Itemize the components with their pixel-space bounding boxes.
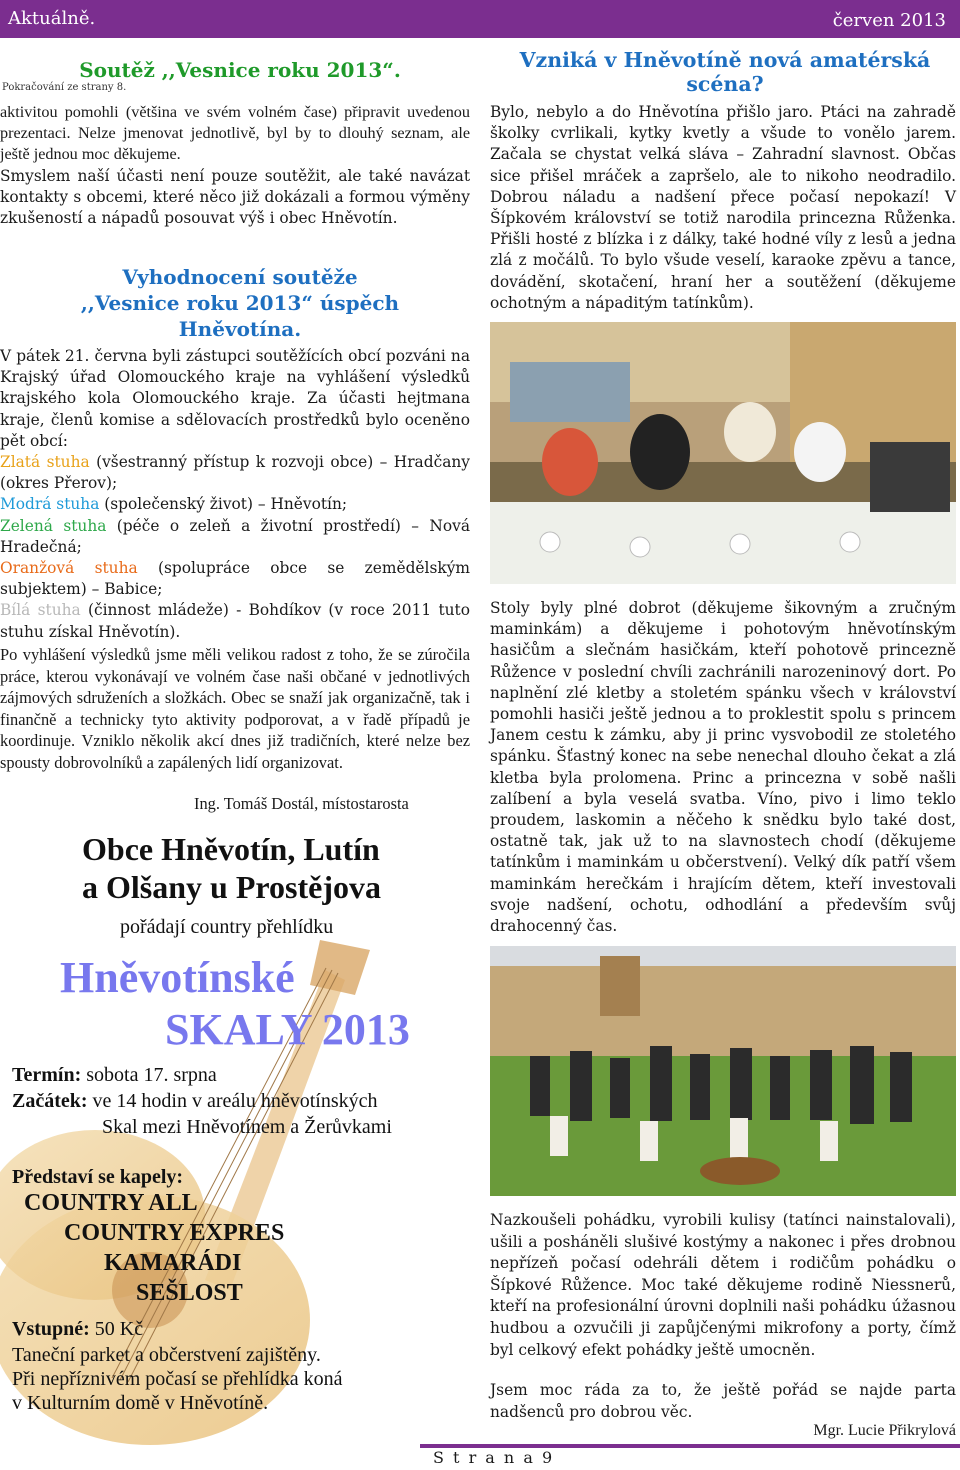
poster-term bbox=[12, 1064, 217, 1087]
award-item bbox=[0, 494, 470, 515]
band-1: COUNTRY ALL bbox=[24, 1190, 198, 1216]
award-label-green: Zelená stuha bbox=[0, 516, 107, 535]
poster-line-1: Obce Hněvotín, Lutín bbox=[82, 831, 380, 867]
poster-start bbox=[12, 1090, 377, 1113]
award-label-blue: Modrá stuha bbox=[0, 495, 100, 514]
start-value: ve 14 hodin v areálu hněvotínských bbox=[87, 1090, 378, 1112]
poster-start-place: Skal mezi Hněvotínem a Žerůvkami bbox=[102, 1116, 392, 1138]
band-4: SEŠLOST bbox=[136, 1280, 243, 1306]
photo-fairytale-scene bbox=[490, 322, 956, 584]
poster-organizers bbox=[82, 830, 381, 906]
poster-subtitle: pořádají country přehlídku bbox=[120, 916, 334, 938]
award-label-gold: Zlatá stuha bbox=[0, 453, 90, 471]
left-signature: Ing. Tomáš Dostál, místostarosta bbox=[194, 794, 409, 813]
poster-bands-label: Představí se kapely: bbox=[12, 1166, 184, 1188]
evaluation-title-line-3: Hněvotína. bbox=[178, 317, 302, 341]
evaluation-title-line-2: ,,Vesnice roku 2013“ úspěch bbox=[80, 291, 400, 315]
poster-note-1: Taneční parket a občerstvení zajištěny. bbox=[12, 1344, 321, 1366]
award-text: (činnost mládeže) - Bohdíkov (v roce 2011 tuto stuhu získal Hněvotín). bbox=[0, 601, 471, 641]
poster-note-2: Při nepříznivém počasí se přehlídka koná bbox=[12, 1368, 343, 1390]
award-text: (společenský život) – Hněvotín; bbox=[99, 495, 348, 514]
page-number: S t r a n a 9 bbox=[433, 1448, 555, 1467]
award-label-orange: Oranžová stuha bbox=[0, 559, 138, 578]
entry-value: 50 Kč bbox=[89, 1318, 144, 1340]
left-para-2: Smyslem naší účasti není pouze soutěžit, ale také navázat kontakty s obcemi, které něco již dokázali a formou výměny zkušeností a nápadů posouvat výš i obec Hněvotín. bbox=[0, 167, 470, 228]
poster-big-title-2: SKALY 2013 bbox=[165, 1005, 410, 1054]
award-label-white: Bílá stuha bbox=[0, 601, 81, 620]
right-title: Vzniká v Hněvotíně nová amatérská scéna? bbox=[519, 48, 931, 96]
entry-label: Vstupné: bbox=[12, 1318, 90, 1340]
photo-cast-group bbox=[490, 946, 956, 1196]
section-label: Aktuálně. bbox=[8, 8, 96, 29]
issue-date: červen 2013 bbox=[832, 10, 946, 31]
poster-entry bbox=[12, 1318, 143, 1341]
award-text: (spolupráce obce se zemědělským subjektem) – Babice; bbox=[0, 559, 470, 599]
award-text: (všestranný přístup k rozvoji obce) – Hradčany (okres Přerov); bbox=[0, 453, 470, 493]
page-header bbox=[0, 0, 960, 38]
fairytale-scene-illustration bbox=[490, 322, 956, 584]
award-item bbox=[0, 600, 470, 642]
right-para-3: Nazkoušeli pohádku, vyrobili kulisy (tatínci nainstalovali), ušili a posháněli slušivé kostýmy a nakonec i přes drobnou nepřízeň počasí odehráli dětem i rodičům pohádku o Šípkové Růžence. Moc také děkujeme rodině Niessnerů, kteří na profesionální úrovni doplnili naši pohádku úžasnou hudbou a ozvučili ji zapůjčenými mikrofony a porty, čímž byl celkový efekt pohádky ještě umocněn. bbox=[490, 1211, 956, 1359]
left-para-3: V pátek 21. června byli zástupci soutěžících obcí pozváni na Krajský úřad Olomouckého kraje na vyhlášení výsledků krajského kola Olomouckého kraje. Za účasti hejtmana kraje, členů komise a sdělovacích prostředků bylo oceněno pět obcí: bbox=[0, 347, 470, 450]
contest-title: Soutěž ,,Vesnice roku 2013“. bbox=[79, 58, 401, 82]
right-para-4: Jsem moc ráda za to, že ještě pořád se najde parta nadšenců pro dobrou věc. bbox=[490, 1381, 956, 1421]
left-para-1: aktivitou pomohli (většina ve svém volném čase) připravit uvedenou prezentaci. Nelze jmenovat jednotlivě, byl by to dlouhý seznam, ale ještě jednou moc děkujeme. bbox=[0, 103, 470, 164]
awards-list bbox=[0, 452, 470, 643]
award-item bbox=[0, 558, 470, 600]
award-item bbox=[0, 516, 470, 558]
poster-big-title-1: Hněvotínské bbox=[60, 953, 295, 1002]
right-para-1: Bylo, nebylo a do Hněvotína přišlo jaro. Ptáci na zahradě školky cvrlikali, kytky kvetly a všude to vonělo jarem. Začala se chystat velká sláva – Zahradní slavnost. Občas sice přišel mráček a zapršelo, ale to nikoho neodradilo. Dobrou náladu a nadšení přece počasí nepokazí! V Šípkovém království se totiž narodila princezna Růženka. Přišli hosté z blízka i z dálky, také hodné víly z lesů a jedna zlá z močálů. To bylo všude veselí, karaoke zpěvu a tance, dovádění, skotačení, hraní her a soutěžení (děkujeme ochotným a nápaditým tatínkům). bbox=[490, 103, 956, 312]
continued-note: Pokračování ze strany 8. bbox=[2, 82, 127, 93]
award-item bbox=[0, 452, 470, 494]
right-para-2: Stoly byly plné dobrot (děkujeme šikovným a zručným maminkám) a děkujeme i pohotovým hněvotínským hasičům a slečnám hasičkám, kteří pohotově princezně Růžence v poslední chvíli zachránili narozeninový dort. Po naplnění zlé kletby a stoletém spánku všech v království pomohli hasiči ještě jednou a to proklestit spolu s princem Janem cestu k zámku, aby ji princ vysvobodil ze stoletého spánku. Šťastný konec na sebe nenechal dlouho čekat a zlá kletba byla prolomena. Princ a princezna v sobě našli zalíbení a byla veselá svatba. Víno, pivo i limo teklo proudem, laskomin a něčeho k snědku bylo také dost, ostatně tak, jak už to na slavnostech chodí (děkujeme tatínkům i maminkám u občerstvení). Velký dík patří všem maminkám herečkám i hrajícím dětem, kteří investovali svoje nadšení, ochotu, odhodlání a především svůj drahocenný čas. bbox=[490, 599, 956, 936]
poster-line-2: a Olšany u Prostějova bbox=[82, 869, 381, 905]
term-label: Termín: bbox=[12, 1064, 82, 1086]
poster-note-3: v Kulturním domě v Hněvotíně. bbox=[12, 1392, 269, 1414]
right-signature: Mgr. Lucie Přikrylová bbox=[813, 1422, 956, 1439]
evaluation-title bbox=[20, 264, 460, 342]
country-poster bbox=[0, 820, 470, 1450]
award-text: (péče o zeleň a životní prostředí) – Nová Hradečná; bbox=[0, 516, 470, 556]
band-3: KAMARÁDI bbox=[104, 1250, 242, 1276]
cast-group-illustration bbox=[490, 946, 956, 1196]
band-2: COUNTRY EXPRES bbox=[64, 1220, 285, 1246]
left-para-4: Po vyhlášení výsledků jsme měli velikou radost z toho, že se zúročila práce, kterou vykonávají ve volném čase naši občané v jednotlivých zájmových sdruženích a složkách. Obec se snaží jak organizačně, tak i finančně a technicky tyto aktivity podporovat, a v řadě případů je koordinuje. Vzniklo několik akcí dnes již tradičních, které nelze bez spousty dobrovolníků a zapálených lidí organizovat. bbox=[0, 645, 470, 772]
start-label: Začátek: bbox=[12, 1090, 88, 1112]
term-value: sobota 17. srpna bbox=[81, 1064, 217, 1086]
evaluation-title-line-1: Vyhodnocení soutěže bbox=[122, 265, 358, 289]
